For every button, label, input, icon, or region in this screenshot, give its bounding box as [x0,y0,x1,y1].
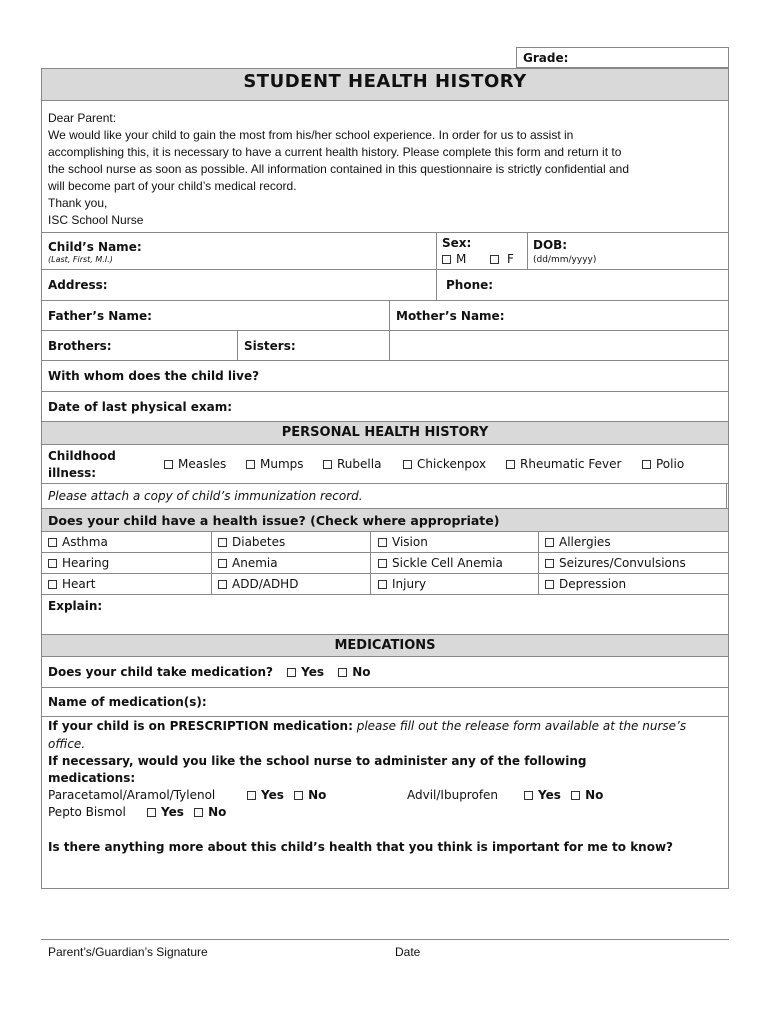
no-label: No [352,665,371,679]
no-label: No [208,805,227,819]
signature-field[interactable] [42,905,382,938]
med-paracetamol-options [247,788,326,802]
checkbox[interactable] [48,580,57,589]
physical-exam-field[interactable] [240,392,728,420]
administer-question-end: medications: [48,771,136,785]
issue-label: Seizures/Convulsions [559,556,686,570]
sex-f-option[interactable] [490,252,514,266]
immunization-note: Please attach a copy of child’s immunization record. [48,489,363,503]
checkbox[interactable] [147,808,156,817]
checkbox[interactable] [642,460,651,469]
child-name-field[interactable] [150,233,435,268]
prescription-note-end: office. [48,737,86,751]
issue-label: Depression [559,577,627,591]
med-pepto-no[interactable] [194,805,226,819]
illness-label: Chickenpox [417,457,487,471]
medication-name-field[interactable] [215,688,728,715]
illness-rubella[interactable] [323,457,381,471]
sex-label: Sex: [442,236,472,250]
checkbox[interactable] [545,559,554,568]
checkbox[interactable] [294,791,303,800]
lives-with-field[interactable] [270,361,728,390]
lives-with-label: With whom does the child live? [48,369,260,383]
issue-hearing[interactable] [48,556,109,570]
issue-label: Injury [392,577,427,591]
checkbox[interactable] [545,580,554,589]
checkbox[interactable] [247,791,256,800]
checkbox[interactable] [378,580,387,589]
checkbox[interactable] [338,668,347,677]
issue-label: Anemia [232,556,278,570]
med-pepto-options [147,805,226,819]
yes-label: Yes [538,788,561,802]
illness-label: Measles [178,457,227,471]
issue-allergies[interactable] [545,535,611,549]
sex-f-checkbox[interactable] [490,255,499,264]
address-label: Address: [48,278,108,292]
issue-depression[interactable] [545,577,626,591]
illness-label: Mumps [260,457,304,471]
med-paracetamol-label: Paracetamol/Aramol/Tylenol [48,788,216,802]
take-med-yes[interactable] [287,665,324,679]
issue-vision[interactable] [378,535,428,549]
checkbox[interactable] [194,808,203,817]
personal-health-title: PERSONAL HEALTH HISTORY [281,425,489,440]
child-name-hint: (Last, First, M.I.) [48,255,113,264]
childhood-illness-label [48,448,116,482]
yes-label: Yes [161,805,184,819]
yes-label: Yes [261,788,284,802]
med-pepto-yes[interactable] [147,805,184,819]
no-label: No [585,788,604,802]
illness-label: Rheumatic Fever [520,457,622,471]
checkbox[interactable] [48,559,57,568]
explain-field[interactable] [42,614,728,633]
checkbox[interactable] [403,460,412,469]
checkbox[interactable] [48,538,57,547]
dob-hint[interactable]: (dd/mm/yyyy) [533,255,597,265]
page-title: STUDENT HEALTH HISTORY [243,71,527,92]
grade-label: Grade: [523,51,569,65]
checkbox[interactable] [524,791,533,800]
take-med-no[interactable] [338,665,370,679]
take-medication-question [48,665,371,679]
issue-injury[interactable] [378,577,426,591]
issue-heart[interactable] [48,577,95,591]
sisters-field[interactable] [300,331,388,359]
sisters-label: Sisters: [244,339,296,353]
take-medication-label: Does your child take medication? [48,665,273,679]
mother-name-field[interactable] [508,301,728,329]
prescription-bold: If your child is on PRESCRIPTION medication: [48,719,353,733]
father-name-label: Father’s Name: [48,309,152,323]
checkbox[interactable] [323,460,332,469]
child-name-label: Child’s Name: [48,240,142,254]
illness-mumps[interactable] [246,457,304,471]
issue-label: ADD/ADHD [232,577,299,591]
issue-label: Heart [62,577,96,591]
checkbox[interactable] [164,460,173,469]
issue-anemia[interactable] [218,556,278,570]
mother-name-label: Mother’s Name: [396,309,505,323]
med-advil-yes[interactable] [524,788,561,802]
checkbox[interactable] [506,460,515,469]
dob-label: DOB: [533,238,568,252]
checkbox[interactable] [545,538,554,547]
med-advil-label: Advil/Ibuprofen [407,788,499,802]
issue-label: Asthma [62,535,108,549]
date-label: Date [395,945,421,959]
issue-asthma[interactable] [48,535,108,549]
yes-label: Yes [301,665,325,679]
sex-m-label: M [456,252,467,266]
checkbox[interactable] [571,791,580,800]
physical-exam-label: Date of last physical exam: [48,400,233,414]
med-pepto-label: Pepto Bismol [48,805,126,819]
checkbox[interactable] [287,668,296,677]
sex-m-checkbox[interactable] [442,255,451,264]
checkbox[interactable] [378,559,387,568]
grade-box[interactable] [516,47,729,68]
childhood-label-line: illness: [48,466,97,480]
father-name-field[interactable] [155,301,388,329]
letter-closing: Thank you, [48,196,108,210]
illness-label: Rubella [337,457,382,471]
medications-title: MEDICATIONS [334,638,436,653]
illness-measles[interactable] [164,457,226,471]
prescription-note [48,719,686,733]
phone-label: Phone: [446,278,494,292]
brothers-field[interactable] [115,331,236,359]
med-paracetamol-yes[interactable] [247,788,284,802]
issue-label: Sickle Cell Anemia [392,556,503,570]
explain-label: Explain: [48,599,103,613]
parent-letter [48,110,724,229]
issue-diabetes[interactable] [218,535,285,549]
issue-add-adhd[interactable] [218,577,298,591]
letter-line: will become part of your child’s medical record. [48,179,297,193]
checkbox[interactable] [246,460,255,469]
checkbox[interactable] [218,580,227,589]
issue-seizures[interactable] [545,556,686,570]
med-paracetamol-no[interactable] [294,788,326,802]
medication-name-label: Name of medication(s): [48,695,207,709]
checkbox[interactable] [218,559,227,568]
issue-label: Diabetes [232,535,286,549]
health-issue-question: Does your child have a health issue? (Check where appropriate) [48,513,500,528]
no-label: No [308,788,327,802]
phone-field[interactable] [500,270,728,299]
signature-line [41,939,729,940]
illness-label: Polio [656,457,685,471]
letter-line: We would like your child to gain the most from his/her school experience. In order for us to assist in [48,128,574,142]
sex-f-label: F [507,252,514,266]
letter-line: accomplishing this, it is necessary to have a current health history. Please complete this form and return it to [48,145,622,159]
issue-label: Allergies [559,535,611,549]
letter-signature: ISC School Nurse [48,213,144,227]
administer-question: If necessary, would you like the school nurse to administer any of the following [48,754,587,768]
illness-chickenpox[interactable] [403,457,486,471]
checkbox[interactable] [218,538,227,547]
address-field[interactable] [110,270,435,299]
med-advil-options [524,788,603,802]
signature-label: Parent’s/Guardian’s Signature [48,945,208,959]
letter-line: the school nurse as soon as possible. All information contained in this questionnaire is strictly confidential and [48,162,629,176]
issue-label: Vision [392,535,428,549]
issue-label: Hearing [62,556,110,570]
anything-more-question: Is there anything more about this child’s health that you think is important for me to know? [48,840,674,854]
illness-polio[interactable] [642,457,684,471]
med-advil-no[interactable] [571,788,603,802]
illness-rheumatic-fever[interactable] [506,457,621,471]
sex-m-option[interactable] [442,252,466,266]
date-field[interactable] [390,905,728,938]
checkbox[interactable] [378,538,387,547]
brothers-label: Brothers: [48,339,112,353]
anything-more-field[interactable] [42,858,728,888]
issue-sickle-cell[interactable] [378,556,503,570]
letter-greeting: Dear Parent: [48,111,117,125]
prescription-italic: please fill out the release form available at the nurse’s [356,719,687,733]
childhood-label-line: Childhood [48,449,116,463]
